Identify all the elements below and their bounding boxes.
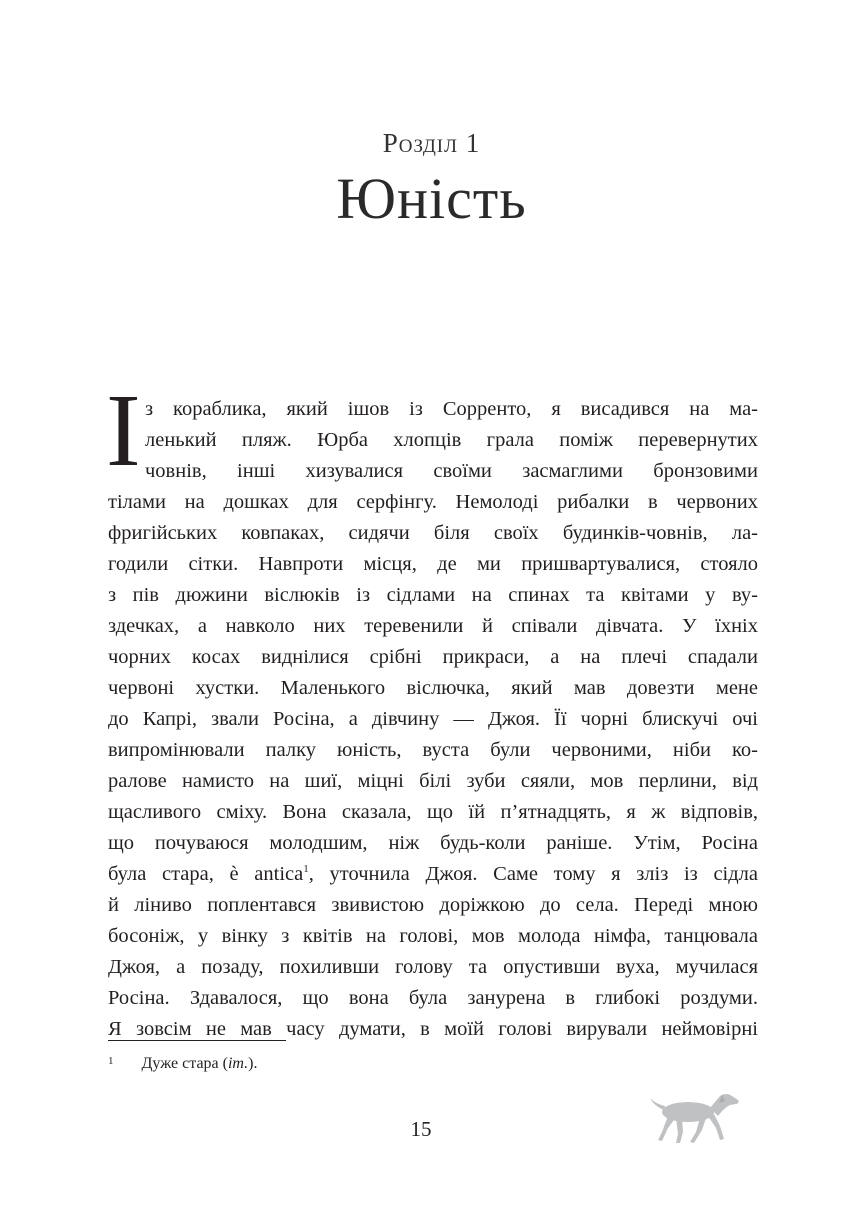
text-line: годили сітки. Навпроти місця, де ми пришвартувалися, стояло [108, 553, 758, 575]
text-line: чорних косах виднілися срібні прикраси, а на плечі спадали [108, 646, 758, 668]
drop-cap: І [106, 373, 141, 488]
footnote-number: 1 [108, 1055, 114, 1067]
footnote-lang: іт. [227, 1055, 249, 1072]
text-line-with-footnote [108, 859, 758, 890]
text-line: що почуваюся молодшим, ніж будь-коли раніше. Утім, Росіна [108, 832, 758, 854]
text-line: з пів дюжини віслюків із сідлами на спинах та квітами у ву- [108, 584, 758, 606]
body-text [108, 394, 758, 1045]
text-line: випромінювали палку юність, вуста були червоними, ніби ко- [108, 739, 758, 761]
footnote-ref[interactable]: 1 [303, 863, 309, 876]
footnote-rule [108, 1040, 286, 1041]
text-line: здечках, а навколо них теревенили й співали дівчата. У їхніх [108, 615, 758, 637]
text-line: босоніж, у вінку з квітів на голові, мов молода німфа, танцювала [108, 925, 758, 947]
page-number: 15 [410, 1117, 432, 1141]
text-line: ралове намисто на шиї, міцні білі зуби сяяли, мов перлини, від [108, 770, 758, 792]
text-line: з кораблика, який ішов із Сорренто, я висадився на ма- [145, 398, 758, 420]
text-line: Я зовсім не мав часу думати, в моїй голові вирували неймовірні [108, 1018, 758, 1040]
footnote-text: Дуже стара ( [141, 1055, 228, 1072]
dog-illustration-icon [646, 1088, 746, 1148]
text: була стара, è antica [108, 863, 304, 885]
text-line: Росіна. Здавалося, що вона була занурена в глибокі роздуми. [108, 987, 758, 1009]
footnote [108, 1055, 258, 1073]
text-line: до Капрі, звали Росіна, а дівчину — Джоя. Її чорні блискучі очі [108, 708, 758, 730]
text-line: тілами на дошках для серфінгу. Немолоді рибалки в червоних [108, 491, 758, 513]
text: , уточнила Джоя. Саме тому я зліз із сідла [308, 863, 758, 885]
text-line: червоні хустки. Маленького віслючка, який мав довезти мене [108, 677, 758, 699]
text-line: ленький пляж. Юрба хлопців грала поміж перевернутих [145, 429, 758, 451]
chapter-label: Розділ 1 [382, 128, 481, 158]
chapter-title: Юність [336, 166, 527, 231]
text-line: Джоя, а позаду, похиливши голову та опустивши вуха, мучилася [108, 956, 758, 978]
footnote-close: ). [248, 1055, 258, 1072]
text-line: й ліниво поплентався звивистою доріжкою до села. Переді мною [108, 894, 758, 916]
text-line: щасливого сміху. Вона сказала, що їй п’ятнадцять, я ж відповів, [108, 801, 758, 823]
text-line: фригійських ковпаках, сидячи біля своїх будинків-човнів, ла- [108, 522, 758, 544]
text-line: човнів, інші хизувалися своїми засмаглими бронзовими [145, 460, 758, 482]
